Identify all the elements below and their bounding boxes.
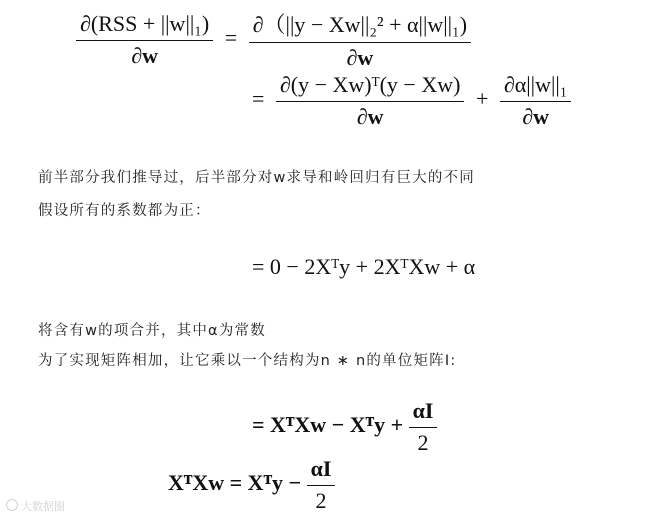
fraction-bar <box>276 101 465 102</box>
eq1-lhs-denominator: ∂w <box>131 42 158 68</box>
eq4-lhs: = XᵀXw − Xᵀy + <box>252 412 404 438</box>
equation-4 <box>252 398 437 456</box>
eq2-term1-numerator: ∂(y − Xw)ᵀ(y − Xw) <box>279 72 461 97</box>
eq1-rhs-numerator: ∂（||y − Xw||₂² + α||w||₁) <box>252 12 468 37</box>
fraction-bar <box>500 101 572 102</box>
watermark <box>6 498 65 514</box>
paragraph-1-line-1: 前半部分我们推导过，后半部分对w求导和岭回归有巨大的不同 <box>38 170 475 186</box>
eq2-term2-numerator: ∂α||w||₁ <box>503 72 568 97</box>
eq5-fraction <box>307 456 336 514</box>
eq2-plus: + <box>475 86 489 112</box>
equation-3: = 0 − 2Xᵀy + 2XᵀXw + α <box>252 254 476 279</box>
eq4-fraction <box>409 398 438 456</box>
watermark-logo-icon <box>6 499 18 511</box>
eq4-numerator: αI <box>412 398 434 423</box>
eq1-rhs-fraction <box>249 8 471 71</box>
eq5-denominator: 2 <box>315 488 327 513</box>
watermark-text: 大数据圈 <box>21 500 65 513</box>
fraction-bar <box>409 427 438 428</box>
eq1-lhs-fraction <box>76 11 213 69</box>
paragraph-2-line-2: 为了实现矩阵相加，让它乘以一个结构为n ∗ n的单位矩阵I: <box>38 353 457 369</box>
fraction-bar <box>249 42 471 43</box>
equation-2 <box>246 72 571 130</box>
eq2-term1-denominator: ∂w <box>356 104 384 129</box>
eq1-equals: = <box>224 24 238 50</box>
eq5-numerator: αI <box>310 456 332 481</box>
paragraph-1-line-2: 假设所有的系数都为正： <box>38 203 211 219</box>
eq2-equals: = <box>252 86 265 112</box>
fraction-bar <box>307 485 336 486</box>
eq2-term2-fraction <box>500 72 572 130</box>
fraction-bar <box>76 40 213 41</box>
eq4-denominator: 2 <box>417 430 429 455</box>
paragraph-2-line-1: 将含有w的项合并，其中α为常数 <box>38 323 266 339</box>
eq2-term1-fraction <box>276 72 465 130</box>
eq1-lhs-numerator: ∂(RSS + ||w||₁) <box>80 10 210 36</box>
eq1-rhs-denominator: ∂w <box>346 45 374 70</box>
eq2-term2-denominator: ∂w <box>522 104 550 129</box>
equation-5 <box>168 456 335 514</box>
eq5-lhs: XᵀXw = Xᵀy − <box>168 470 302 496</box>
equation-1 <box>76 8 471 71</box>
